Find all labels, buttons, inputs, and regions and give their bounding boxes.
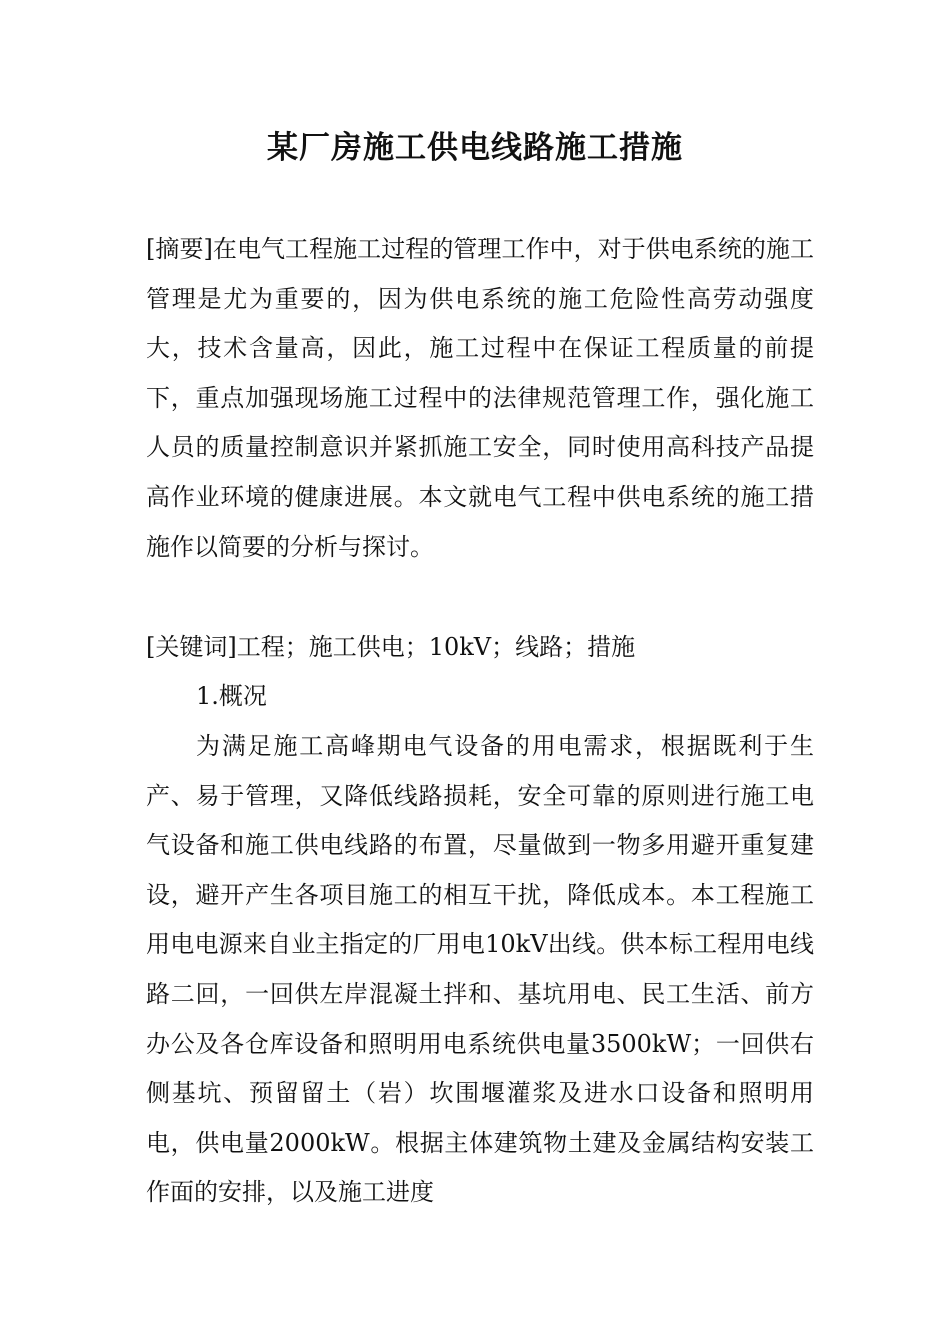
section-body-overview: 为满足施工高峰期电气设备的用电需求，根据既利于生产、易于管理，又降低线路损耗，安全可靠的原则进行施工电气设备和施工供电线路的布置，尽量做到一物多用避开重复建设，避开产生各项目施工的相互干扰，降低成本。本工程施工用电电源来自业主指定的厂用电10kV出线。供本标工程用电线路二回，一回供左岸混凝土拌和、基坑用电、民工生活、前方办公及各仓库设备和照明用电系统供电量3500kW；一回供右侧基坑、预留留土（岩）坎围堰灌浆及进水口设备和照明用电，供电量2000kW。根据主体建筑物土建及金属结构安装工作面的安排，以及施工进度 <box>146 732 814 1207</box>
document-title: 某厂房施工供电线路施工措施 <box>267 130 683 166</box>
abstract-paragraph: [摘要]在电气工程施工过程的管理工作中，对于供电系统的施工管理是尤为重要的，因为供电系统的施工危险性高劳动强度大，技术含量高，因此，施工过程中在保证工程质量的前提下，重点加强现场施工过程中的法律规范管理工作，强化施工人员的质量控制意识并紧抓施工安全，同时使用高科技产品提高作业环境的健康进展。本文就电气工程中供电系统的施工措施作以简要的分析与探讨。 <box>146 235 814 561</box>
keywords-line: [关键词]工程；施工供电；10kV；线路；措施 <box>146 633 636 661</box>
section-heading-overview: 1.概况 <box>196 682 267 710</box>
